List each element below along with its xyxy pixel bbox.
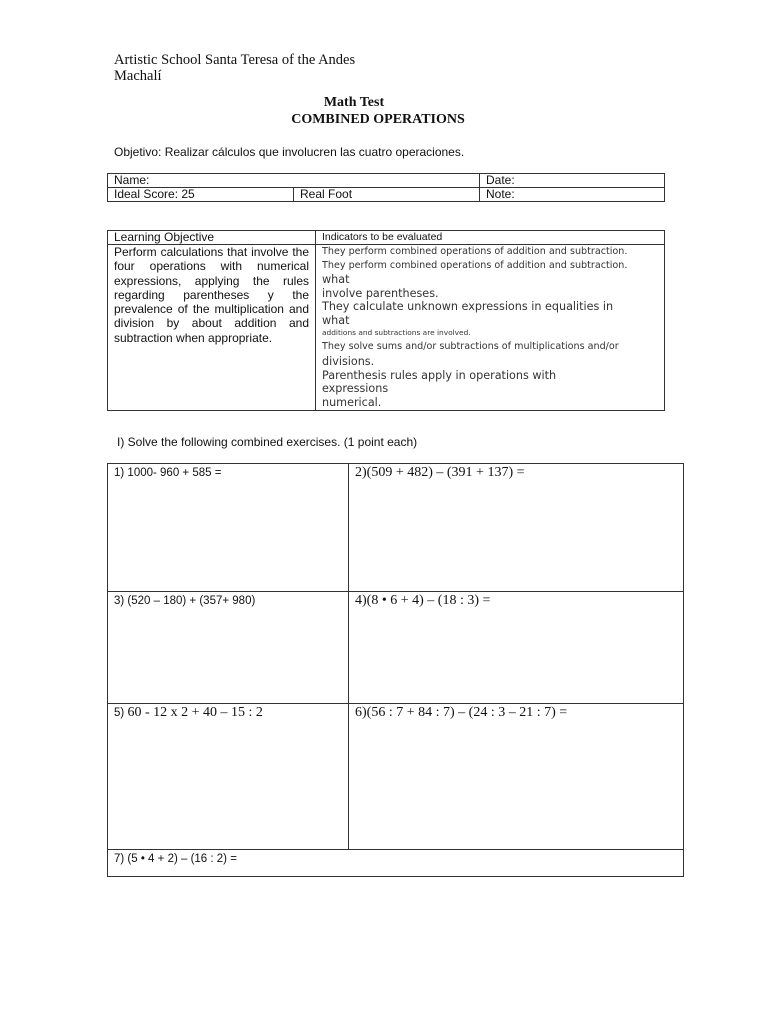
- note-field[interactable]: Note:: [480, 188, 665, 202]
- indicators-header: Indicators to be evaluated: [316, 231, 665, 245]
- ideal-score-cell: Ideal Score: 25: [108, 188, 294, 202]
- student-info-table: [107, 173, 665, 202]
- indicator-line: They solve sums and/or subtractions of multiplications and/or: [322, 341, 619, 352]
- exercise-2-text: 2)(509 + 482) – (391 + 137) =: [355, 465, 525, 480]
- indicator-line: additions and subtractions are involved.: [322, 328, 471, 337]
- indicator-line: They calculate unknown expressions in equalities in: [322, 300, 614, 313]
- exercise-6[interactable]: [349, 704, 684, 849]
- exercise-5-number: 5): [114, 707, 125, 719]
- indicator-line: They perform combined operations of addition and subtraction.: [322, 260, 628, 271]
- exercise-1-text: 1) 1000- 960 + 585 =: [114, 467, 222, 479]
- exercise-5-text: 60 - 12 x 2 + 40 – 15 : 2: [127, 705, 263, 720]
- indicator-line: expressions: [322, 382, 389, 395]
- school-city: Machalí: [114, 68, 162, 84]
- school-name: Artistic School Santa Teresa of the Andes: [114, 52, 356, 68]
- real-foot-cell[interactable]: Real Foot: [294, 188, 480, 202]
- objective-text: Objetivo: Realizar cálculos que involucren las cuatro operaciones.: [114, 145, 465, 159]
- exercise-5[interactable]: [108, 704, 348, 849]
- indicator-line: They perform combined operations of addition and subtraction.: [322, 246, 628, 257]
- test-title: Math Test: [323, 95, 385, 110]
- school-header: [114, 52, 355, 84]
- name-field[interactable]: Name:: [108, 174, 480, 188]
- exercise-3-text: 3) (520 – 180) + (357+ 980): [114, 595, 256, 607]
- exercise-4[interactable]: [349, 592, 684, 703]
- learning-objective-header: Learning Objective: [108, 231, 316, 245]
- indicator-line: what: [322, 273, 350, 286]
- exercises-grid: [107, 463, 684, 877]
- instruction-text: I) Solve the following combined exercises. (1 point each): [117, 435, 418, 449]
- indicator-line: divisions.: [322, 355, 375, 368]
- exercise-4-text: 4)(8 • 6 + 4) – (18 : 3) =: [355, 593, 491, 608]
- indicators-list: [316, 245, 665, 411]
- learning-objective-table: [107, 230, 665, 411]
- indicator-line: what: [322, 313, 350, 327]
- indicator-line: Parenthesis rules apply in operations with: [322, 368, 557, 382]
- indicator-line: involve parentheses.: [322, 286, 439, 300]
- exercise-2[interactable]: [349, 464, 684, 591]
- exercise-7-text: 7) (5 • 4 + 2) – (16 : 2) =: [114, 853, 237, 865]
- learning-objective-text: Perform calculations that involve the four operations with numerical expressions, applying the rules regarding parentheses y the prevalence of the multiplication and division by about addition and subtraction when appropriate.: [108, 245, 316, 411]
- exercise-3[interactable]: [108, 592, 348, 703]
- indicator-line: numerical.: [322, 395, 382, 409]
- test-subtitle: COMBINED OPERATIONS: [291, 112, 465, 127]
- exercise-7[interactable]: [108, 850, 684, 877]
- date-field[interactable]: Date:: [480, 174, 665, 188]
- exercise-6-text: 6)(56 : 7 + 84 : 7) – (24 : 3 – 21 : 7) =: [355, 705, 568, 720]
- exercise-1[interactable]: [108, 464, 348, 591]
